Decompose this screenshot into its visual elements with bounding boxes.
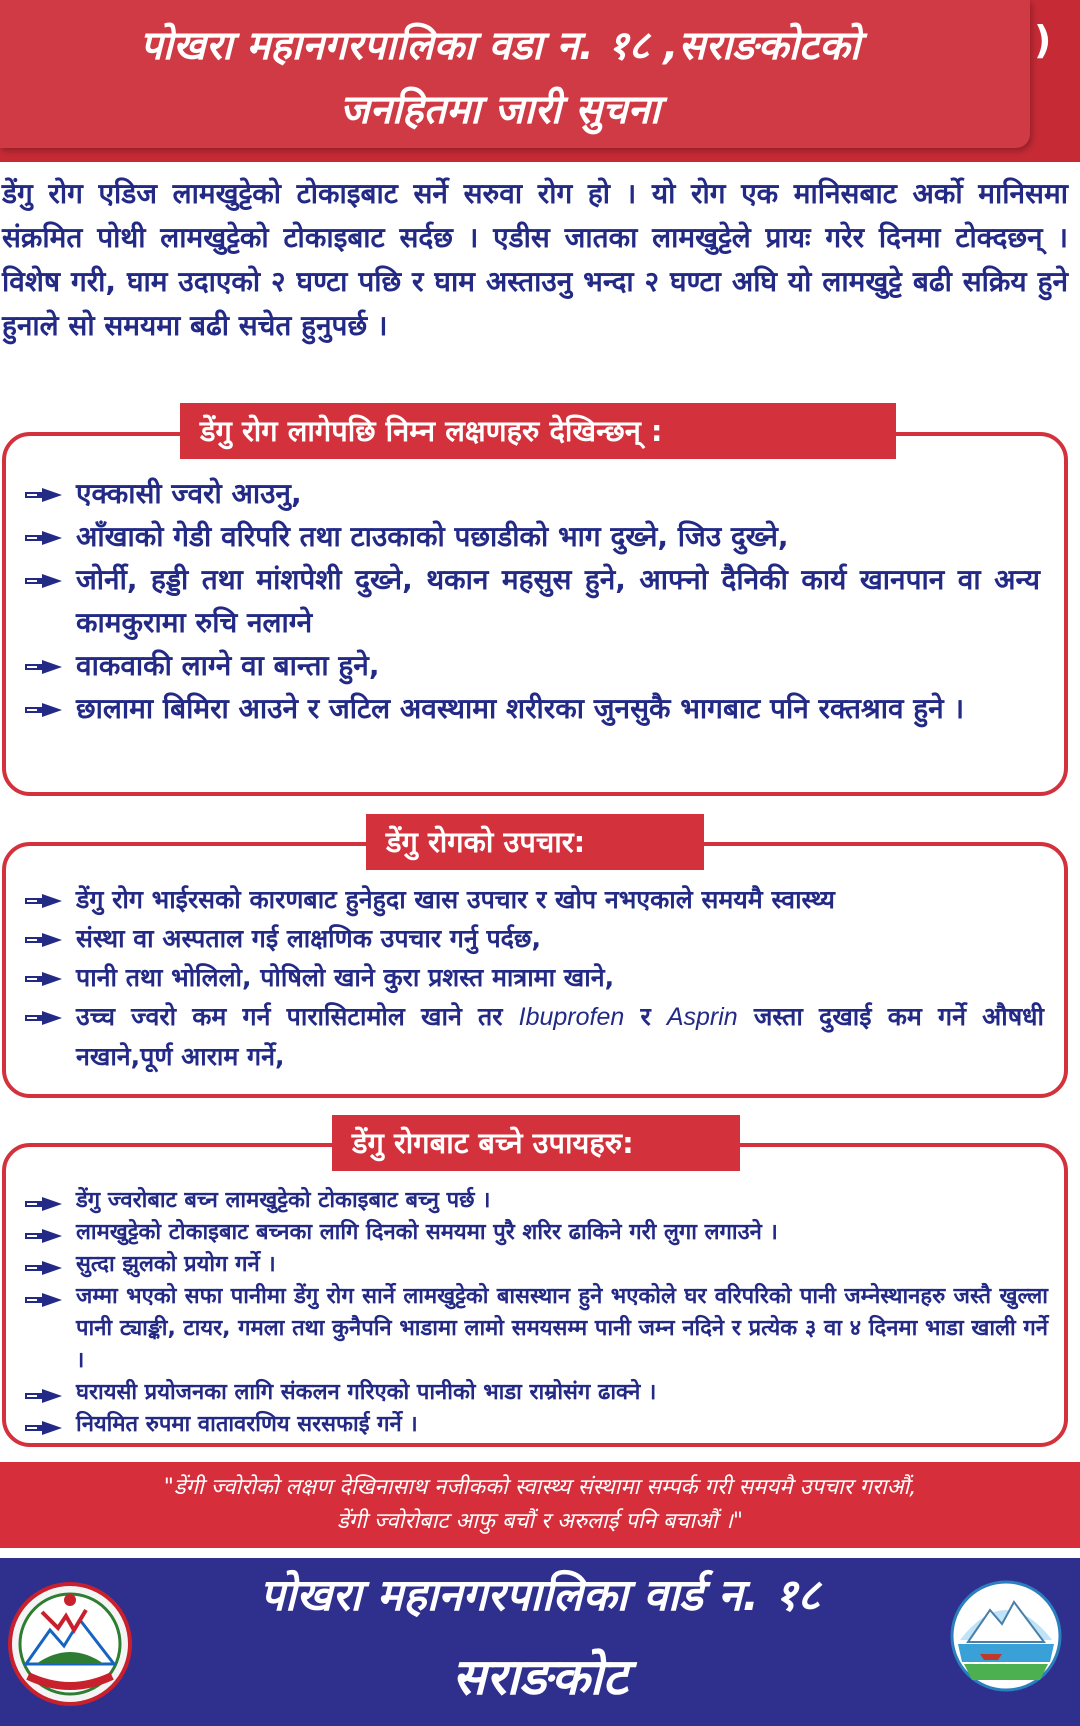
list-item [24, 880, 1044, 919]
list-item-text: डेंगु ज्वरोबाट बच्न लामखुट्टेको टोकाइबाट बच्नु पर्छ । [76, 1188, 491, 1213]
awareness-banner [0, 1462, 1080, 1548]
pointing-hand-icon [24, 1226, 64, 1246]
pointing-hand-icon [24, 891, 64, 911]
pointing-hand-icon [24, 700, 64, 720]
header-title [0, 14, 1000, 142]
list-item-text-mid: र [624, 1002, 667, 1031]
drug-name-asprin: Asprin [666, 1003, 738, 1031]
pointing-hand-icon [24, 1418, 64, 1438]
list-item-text: घरायसी प्रयोजनका लागि संकलन गरिएको पानीको भाडा राम्रोसंग ढाक्ने । [76, 1380, 657, 1405]
list-item-text: लामखुट्टेको टोकाइबाट बच्नका लागि दिनको समयमा पुरै शरिर ढाकिने गरी लुगा लगाउने । [76, 1220, 778, 1245]
pointing-hand-icon [24, 969, 64, 989]
list-item [24, 687, 1040, 730]
pointing-hand-icon [24, 930, 64, 950]
list-item [24, 958, 1044, 997]
pointing-hand-icon [24, 571, 64, 591]
list-item [24, 919, 1044, 958]
list-item [24, 997, 1044, 1076]
list-item [24, 1217, 1048, 1249]
footer-place-name: सराङकोट [452, 1648, 628, 1706]
list-item-text: जोर्नी, हड्डी तथा मांशपेशी दुख्ने, थकान महसुस हुने, आफ्नो दैनिकी कार्य खानपान वा अन्य कामकुरामा रुचि नलाग्ने [76, 563, 1040, 639]
pointing-hand-icon [24, 1386, 64, 1406]
banner-line2: डेंगी ज्वोरोबाट आफु बचौं र अरुलाई पनि बचाऔं ।" [337, 1509, 743, 1534]
list-item-text: छालामा बिमिरा आउने र जटिल अवस्थामा शरीरका जुनसुकै भागबाट पनि रक्तश्राव हुने । [76, 692, 965, 725]
list-item [24, 472, 1040, 515]
list-item-text: वाकवाकी लाग्ने वा बान्ता हुने, [76, 649, 380, 682]
banner-line1: "डेंगी ज्वोरोको लक्षण देखिनासाथ नजीकको स्वास्थ्य संस्थामा सम्पर्क गरी समयमै उपचार गराऔं, [163, 1475, 917, 1500]
list-item-text: पानी तथा भोलिलो, पोषिलो खाने कुरा प्रशस्त मात्रामा खाने, [76, 963, 615, 992]
pointing-hand-icon [24, 657, 64, 677]
list-item [24, 558, 1040, 644]
list-item-text: सुत्दा झुलको प्रयोग गर्ने । [76, 1252, 276, 1277]
list-item [24, 644, 1040, 687]
pointing-hand-icon [24, 1194, 64, 1214]
header-title-line1: पोखरा महानगरपालिका वडा न. १८ ,सराङकोटको [139, 23, 861, 69]
treatment-heading: डेंगु रोगको उपचार: [366, 814, 704, 870]
pointing-hand-icon [24, 485, 64, 505]
list-item-text: एक्कासी ज्वरो आउनु, [76, 477, 302, 510]
footer [0, 1558, 1080, 1726]
list-item-text: जम्मा भएको सफा पानीमा डेंगु रोग सार्ने लामखुट्टेको बासस्थान हुने भएकोले घर वरिपरिको पानी जम्नेस्थानहरु जस्तै खुल्ला पानी ट्याङ्की, टायर, गमला तथा कुनैपनि भाडामा लामो समयसम्म पानी जम्न नदिने र प्रत्येक ३ वा ४ दिनमा भाडा खाली गर्ने । [76, 1284, 1048, 1373]
list-item-text-before: उच्च ज्वरो कम गर्न पारासिटामोल खाने तर [76, 1002, 519, 1031]
list-item [24, 1377, 1048, 1409]
symptoms-list [24, 472, 1040, 730]
pointing-hand-icon [24, 1258, 64, 1278]
list-item-text: डेंगु रोग भाईरसको कारणबाट हुनेहुदा खास उपचार र खोप नभएकाले समयमै स्वास्थ्य [76, 885, 835, 914]
footer-ward-name: पोखरा महानगरपालिका वार्ड न. १८ [259, 1570, 821, 1621]
symptoms-heading: डेंगु रोग लागेपछि निम्न लक्षणहरु देखिन्छन् : [180, 403, 896, 459]
pointing-hand-icon [24, 528, 64, 548]
treatment-list [24, 880, 1044, 1076]
pointing-hand-icon [24, 1008, 64, 1028]
treatment-panel [2, 842, 1068, 1098]
header-title-line2: जनहितमा जारी सुचना [339, 87, 661, 133]
pointing-hand-icon [24, 1290, 64, 1310]
header-title-box [0, 0, 1030, 148]
prevention-heading: डेंगु रोगबाट बच्ने उपायहरु: [332, 1115, 740, 1171]
list-item [24, 1185, 1048, 1217]
list-item [24, 1409, 1048, 1441]
list-item-text: संस्था वा अस्पताल गई लाक्षणिक उपचार गर्नु पर्दछ, [76, 924, 541, 953]
list-item [24, 515, 1040, 558]
pokhara-city-logo-icon [950, 1580, 1062, 1692]
prevention-list [24, 1185, 1048, 1441]
list-item-text: नियमित रुपमा वातावरणिय सरसफाई गर्ने । [76, 1412, 418, 1437]
symptoms-panel [2, 432, 1068, 796]
prevention-panel [2, 1143, 1068, 1447]
drug-name-ibuprofen: Ibuprofen [518, 1003, 625, 1031]
list-item [24, 1249, 1048, 1281]
list-item [24, 1281, 1048, 1377]
list-item-text-after: जस्ता दुखाई कम गर्ने औषधी नखाने,पूर्ण आराम गर्ने, [76, 1002, 1044, 1071]
header-corner-glyph: ) [1034, 18, 1052, 62]
intro-paragraph: डेंगु रोग एडिज लामखुट्टेको टोकाइबाट सर्ने सरुवा रोग हो । यो रोग एक मानिसबाट अर्को मानिसमा संक्रमित पोथी लामखुट्टेको टोकाइबाट सर्दछ । एडीस जातका लामखुट्टेले प्रायः गरेर दिनमा टोक्दछन् । विशेष गरी, घाम उदाएको २ घण्टा पछि र घाम अस्ताउनु भन्दा २ घण्टा अघि यो लामखुट्टे बढी सक्रिय हुने हुनाले सो समयमा बढी सचेत हुनुपर्छ । [2, 177, 1068, 342]
list-item-text: आँखाको गेडी वरिपरि तथा टाउकाको पछाडीको भाग दुख्ने, जिउ दुख्ने, [76, 520, 789, 553]
